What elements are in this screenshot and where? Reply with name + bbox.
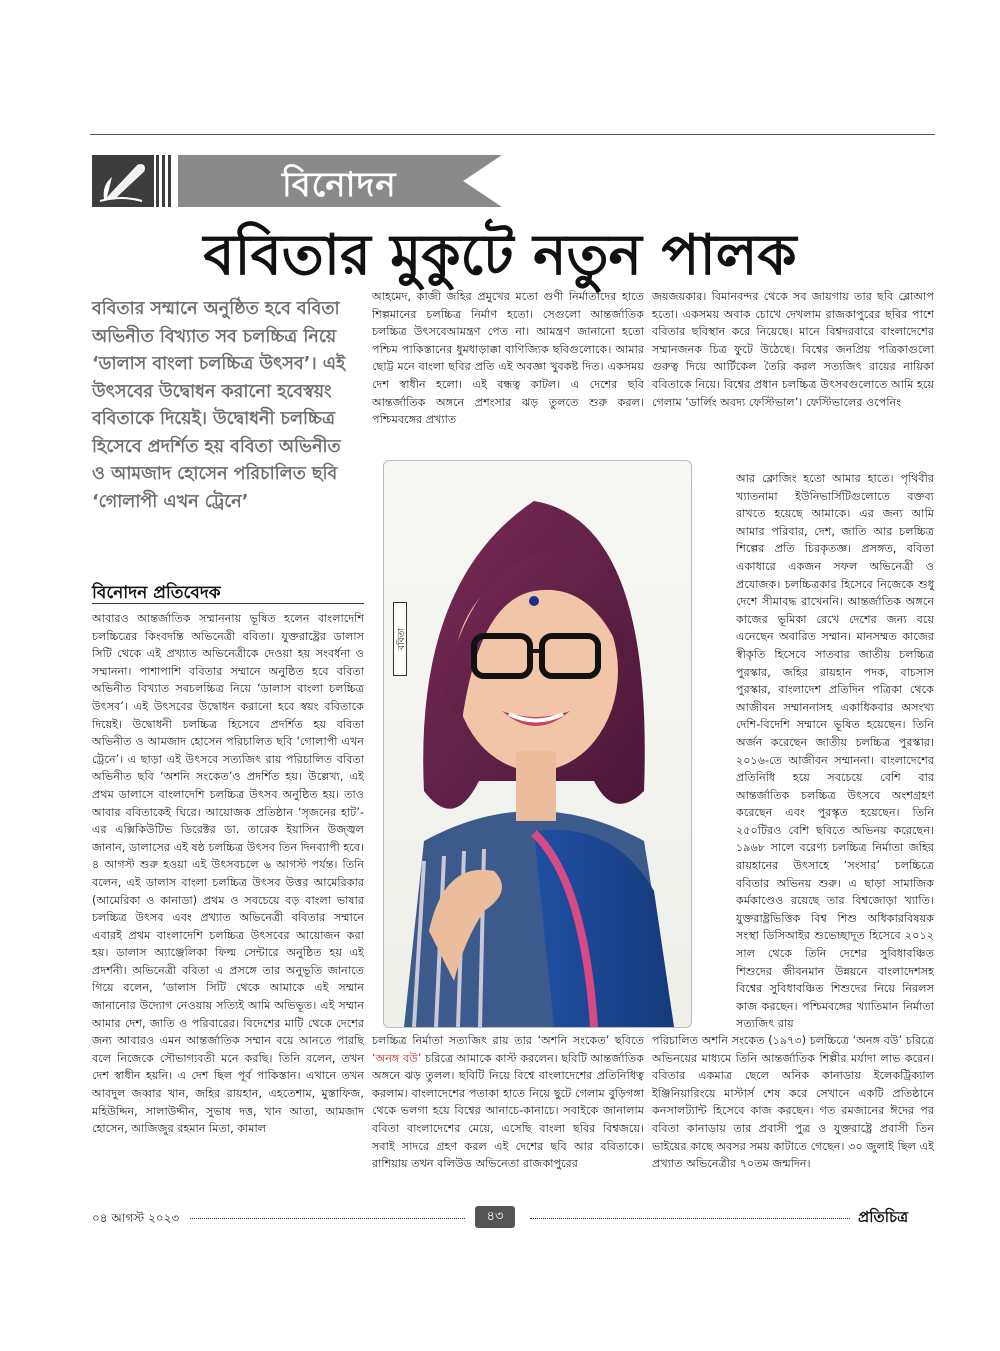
article-column-2-bottom [372, 1032, 644, 1173]
magazine-brand: প্রতিচিত্র [858, 1208, 909, 1226]
article-column-2-top: আহমেদ, কাজী জহির প্রমুখের মতো গুণী নির্মাতাদের হাতে শিল্পমানের চলচ্চিত্র নির্মাণ হতো। সেগুলো আন্তর্জাতিক চলচ্চিত্র উৎসবেআমন্ত্রণ পেত না। আমন্ত্রণ জানানো হতো পশ্চিম পাকিস্তানের ধুমধাড়াক্কা বাণিজ্যিক ছবিগুলোকে। আমার ছোট্ট মনে বাংলা ছবির প্রতি এই অবজ্ঞা খুবকষ্ট দিত। একসময় দেশ স্বাধীন হলো। এই বন্ধত্ব কাটল। এ দেশের ছবি আন্তর্জাতিক অঙ্গনে প্রশংসার ঝড় তুলতে শুরু করল। পশ্চিমবঙ্গের প্রখ্যাত [372, 290, 644, 427]
section-title: বিনোদন [282, 165, 397, 205]
article-column-1: আবারও আন্তর্জাতিক সম্মাননায় ভূষিত হলেন বাংলাদেশি চলচ্চিত্রের কিংবদন্তি অভিনেত্রী ববিতা। যুক্তরাষ্ট্রের ডালাস সিটি থেকে এই প্রখ্যাত অভিনেত্রীকে দেওয়া হয় সংবর্ধনা ও সম্মাননা। পাশাপাশি ববিতার সম্মানে অনুষ্ঠিত হবে ববিতা অভিনীত বিখ্যাত সবচলচ্চিত্র নিয়ে ‘ডালাস বাংলা চলচ্চিত্র উৎসব’। এই উৎসবের উদ্বোধন করানো হবে স্বয়ং ববিতাকে দিয়েই। উদ্বোধনী চলচ্চিত্র হিসেবে প্রদর্শিত হয় ববিতা অভিনীত ও আমজাদ হোসেন পরিচালিত ছবি ‘গোলাপী এখন ট্রেনে’। এ ছাড়া এই উৎসবে সত্যজিৎ রায় পরিচালিত ববিতা অভিনীত ছবি ‘অশনি সংকেত’ও প্রদর্শিত হয়। উল্লেখ্য, এই প্রথম ডালাসে বাংলাদেশি চলচ্চিত্র উৎসব অনুষ্ঠিত হয়। তাও আবার ববিতাকেই ঘিরে। আয়োজক প্রতিষ্ঠান ‘সৃজনের হাট’-এর এক্সিকিউটিভ ডিরেক্টর ডা. তারেক ইয়াসিন উজ্জ্বল জানান, ডালাসের এই ষষ্ঠ চলচ্চিত্র উৎসব তিন দিনব্যাপী হবে। ৪ আগস্ট শুরু হওয়া এই উৎসবচলে ৬ আগস্ট পর্যন্ত। তিনি বলেন, এই ডালাস বাংলা চলচ্চিত্র উৎসব উত্তর আমেরিকার (আমেরিকা ও কানাডা) প্রথম ও সবচেয়ে বড় বাংলা ভাষার চলচ্চিত্র উৎসব এবং প্রখ্যাত অভিনেত্রী ববিতার সম্মানে এবারই প্রথম বাংলাদেশি চলচ্চিত্র উৎসবের আয়োজন করা হয়। ডালাস অ্যাঞ্জেলিকা ফিল্ম সেন্টারে অনুষ্ঠিত হয় এই প্রদর্শনী। অভিনেত্রী ববিতা এ প্রসঙ্গে তার অনুভূতি জানাতে গিয়ে বলেন, ‘ডালাস সিটি থেকে আমাকে এই সম্মান জানানোর উদ্যোগ নেওয়ায় সত্যিই আমি অভিভূত। এই সম্মান আমার দেশ, জাতি ও পরিবারের। বিদেশের মাটি থেকে দেশের জন্য আবারও এমন আন্তর্জাতিক সম্মান বয়ে আনতে পারছি বলে নিজেকে সৌভাগ্যবতী মনে করছি। তিনি বলেন, তখন দেশ স্বাধীন হয়নি। এ দেশ ছিল পূর্ব পাকিস্তান। এখানে তখন আবদুল জব্বার খান, জহির রায়হান, এহতেশাম, মুস্তাফিজ, মহিউদ্দিন, সালাউদ্দীন, সুভাষ দত্ত, খান আতা, আমজাদ হোসেন, আজিজুর রহমান মিতা, কামাল [92, 612, 364, 1136]
quill-pen-icon [92, 155, 154, 207]
headline: ববিতার মুকুটে নতুন পালক [203, 222, 797, 288]
section-banner [92, 155, 502, 207]
portrait-photo [383, 460, 692, 1028]
photo-caption: ববিতা [393, 602, 407, 676]
intro-text: ববিতার সম্মানে অনুষ্ঠিত হবে ববিতা অভিনীত বিখ্যাত সব চলচ্চিত্র নিয়ে ‘ডালাস বাংলা চলচ্চিত্র উৎসব’। এই উৎসবের উদ্বোধন করানো হবেস্বয়ং ববিতাকে দিয়েই। উদ্বোধনী চলচ্চিত্র হিসেবে প্রদর্শিত হয় ববিতা অভিনীত ও আমজাদ হোসেন পরিচালিত ছবি ‘গোলাপী এখন ট্রেনে’ [92, 299, 346, 512]
byline: বিনোদন প্রতিবেদক [92, 583, 221, 603]
banner-stripes [156, 155, 174, 207]
col2b-lead: চলচ্চিত্র নির্মাতা সত্যজিৎ রায় তার ‘অশনি সংকেত’ ছবিতে [372, 1034, 644, 1047]
footer-rule-left [190, 1218, 465, 1220]
footer-rule-right [530, 1218, 850, 1220]
article-column-3-bottom [652, 1032, 934, 1173]
top-rule [90, 134, 935, 135]
article-column-3-middle: আর ক্লোজিং হতো আমার হাতে। পৃথিবীর খ্যাতনামা ইউনিভার্সিটিগুলোতে বক্তব্য রাখতে হয়েছে আমাকে। এর জন্য আমি আমার পরিবার, দেশ, জাতি আর চলচ্চিত্র শিল্পের প্রতি চিরকৃতজ্ঞ। প্রসঙ্গত, ববিতা একাধারে একজন সফল অভিনেত্রী ও প্রযোজক। চলচ্চিত্রকার হিসেবে নিজেকে শুধু দেশে সীমাবদ্ধ রাখেননি। আন্তর্জাতিক অঙ্গনে কাজের ভূমিকা রেখে দেশের জন্য বয়ে এনেছেন অবারিত সম্মান। মানসম্মত কাজের স্বীকৃতি হিসেবে সাতবার জাতীয় চলচ্চিত্র পুরস্কার, জহির রায়হান পদক, বাচসাস পুরস্কার, বাংলাদেশ প্রতিদিন পত্রিকা থেকে আজীবন সম্মাননাসহ একাধিকবার অসংখ্য দেশি-বিদেশি সম্মানে ভূষিত হয়েছেন। তিনি অর্জন করেছেন জাতীয় চলচ্চিত্র পুরস্কার। ২০১৬-তে আজীবন সম্মাননা। বাংলাদেশের প্রতিনিধি হয়ে সবচেয়ে বেশি বার আন্তর্জাতিক চলচ্চিত্র উৎসবে অংশগ্রহণ করেছেন এবং পুরস্কৃত হয়েছেন। তিনি ২৫০টিরও বেশি ছবিতে অভিনয় করেছেন। ১৯৬৮ সালে বরেণ্য চলচ্চিত্র নির্মাতা জহির রায়হানের উৎসাহে ‘সংসার’ চলচ্চিত্রে ববিতার অভিনয় শুরু। এ ছাড়া সামাজিক কর্মকাণ্ডেও রয়েছে তার বিশ্বজোড়া খ্যাতি। যুক্তরাষ্ট্রভিত্তিক বিশ্ব শিশু অধিকারবিষয়ক সংস্থা ডিসিআইর শুভেচ্ছাদূত হিসেবে ২০১২ সাল থেকে তিনি দেশের সুবিধাবঞ্চিত শিশুদের জীবনমান উন্নয়নে বাংলাদেশসহ বিশ্বের সুবিধাবঞ্চিত শিশুদের নিয়ে নিরলস কাজ করছেন। পশ্চিমবঙ্গের খ্যাতিমান নির্মাতা সত্যজিৎ রায় [736, 472, 934, 1031]
col3c-highlight: ‘অনঙ্গ বউ’ [852, 1034, 903, 1047]
footer-date: ০৪ আগস্ট ২০২৩ [92, 1211, 180, 1225]
col3c-lead: পরিচালিত অশনি সংকেত (১৯৭৩) চলচ্চিত্রে [652, 1034, 850, 1047]
col2b-highlight: ‘অনঙ্গ বউ’ [372, 1051, 422, 1065]
col3c-rest: চরিত্রে অভিনয়ের মাধ্যমে তিনি আন্তর্জাতিক শিল্পীর মর্যাদা লাভ করেন। ববিতার একমাত্র ছেলে অনিক কানাডায় ইলেকট্রিক্যাল ইঞ্জিনিয়ারিংয়ে মাস্টার্স শেষ করে সেখানে একটি প্রতিষ্ঠানে কনসালট্যান্ট হিসেবে কাজ করছেন। গত রমজানের ঈদের পর ববিতা কানাডায় তার প্রবাসী পুত্র ও যুক্তরাষ্ট্রে প্রবাসী তিন ভাইয়ের কাছে অবসর সময় কাটাতে গেছেন। ৩০ জুলাই ছিল এই প্রখ্যাত অভিনেত্রীর ৭০তম জন্মদিন। [652, 1034, 934, 1171]
article-column-3-top: জয়জয়কার। বিমানবন্দর থেকে সব জায়গায় তার ছবি ব্লোআপ হতো। একসময় অবাক চোখে দেখলাম রাজকাপুরের ছবির পাশে ববিতার ছবিস্থান করে নিয়েছে। মানে বিশ্বদরবারে বাংলাদেশের সম্মানজনক চিত্র ফুটে উঠেছে। বিশ্বের জনপ্রিয় পত্রিকাগুলো গুরুত্ব দিয়ে আর্টিকেল তৈরি করল সত্যজিৎ রায়ের নায়িকা ববিতাকে নিয়ে। বিশ্বের প্রধান চলচ্চিত্র উৎসবগুলোতে আমি হয়ে গেলাম ‘ডার্লিং অবদ্য ফেস্টিভাল’। ফেস্টিভালের ওপেনিং [652, 290, 934, 409]
byline-rule [92, 603, 364, 604]
col2b-rest: চরিত্রে আমাকে কাস্ট করলেন। ছবিটি আন্তর্জাতিক অঙ্গনে ঝড় তুলল। ছবিটি নিয়ে বিশ্বে বাংলাদেশের প্রতিনিধিত্ব করলাম। বাংলাদেশের পতাকা হাতে নিয়ে ছুটে গেলাম বুড়িগঙ্গা থেকে ভলগা হয়ে বিশ্বের আনাচে-কানাচে। সবাইকে জানালাম ববিতা বাংলাদেশের মেয়ে, এসেছি বাংলা ছবির বিশ্বজয়ে। সবাই সাদরে গ্রহণ করল এই দেশের ছবি আর ববিতাকে। রাশিয়ায় তখন বলিউড অভিনেতা রাজকাপুরের [372, 1051, 644, 1171]
page-number: ৪৩ [475, 1206, 515, 1228]
